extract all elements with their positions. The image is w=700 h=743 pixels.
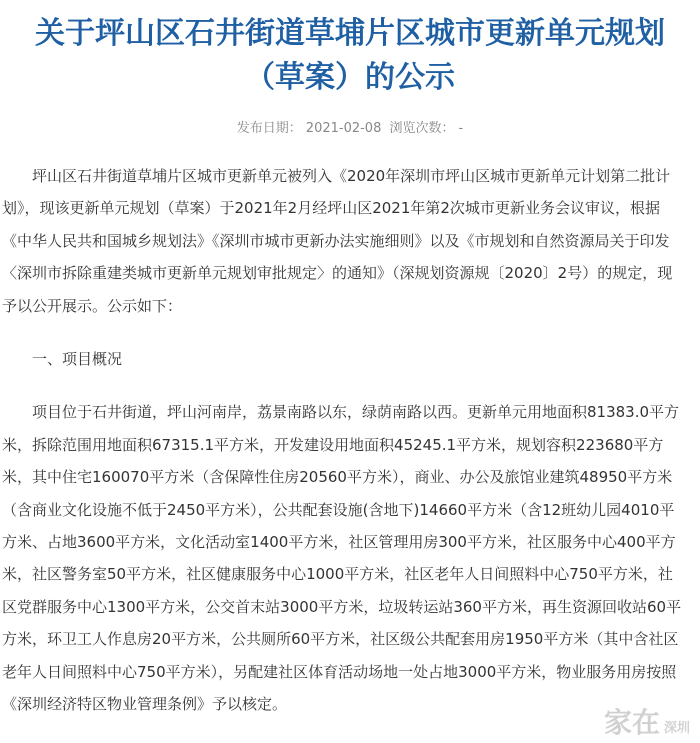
article-meta: [0, 117, 700, 136]
page-title-line-1: 关于坪山区石井街道草埔片区城市更新单元规划: [35, 16, 665, 51]
project-overview-paragraph: 项目位于石井街道，坪山河南岸，荔景南路以东，绿荫南路以西。更新单元用地面积81383.0平方米，拆除范围用地面积67315.1平方米，开发建设用地面积45245.1平方米，规划容积223680平方米，其中住宅160070平方米（含保障性住房20560平方米），商业、办公及旅馆业建筑48950平方米（含商业文化设施不低于2450平方米），公共配套设施(含地下)14660平方米（含12班幼儿园4010平方米、占地3600平方米，文化活动室1400平方米，社区管理用房300平方米，社区服务中心400平方米，社区警务室50平方米，社区健康服务中心1000平方米，社区老年人日间照料中心750平方米，社区党群服务中心1300平方米，公交首末站3000平方米，垃圾转运站360平方米，再生资源回收站60平方米，环卫工人作息房20平方米，公共厕所60平方米，社区级公共配套用房1950平方米（其中含社区老年人日间照料中心750平方米），另配建社区体育活动场地一处占地3000平方米，物业服务用房按照《深圳经济特区物业管理条例》予以核定。: [2, 403, 682, 714]
publish-date-label: 发布日期：: [236, 121, 302, 136]
intro-paragraph: 坪山区石井街道草埔片区城市更新单元被列入《2020年深圳市坪山区城市更新单元计划第二批计划》，现该更新单元规划（草案）于2021年2月经坪山区2021年第2次城市更新业务会议审议，根据《中华人民共和国城乡规划法》《深圳市城市更新办法实施细则》以及《市规划和自然资源局关于印发〈深圳市拆除重建类城市更新单元规划审批规定〉的通知》（深规划资源规〔2020〕2号）的规定，现予以公开展示。公示如下：: [2, 167, 673, 315]
page-title-line-2: （草案）的公示: [245, 60, 455, 95]
publish-date: 2021-02-08: [305, 121, 382, 136]
article-body: [2, 160, 682, 721]
watermark-sub: 深圳: [663, 721, 690, 736]
view-count-label: 浏览次数：: [389, 121, 455, 136]
page-title: [0, 12, 700, 100]
watermark-main: 家在: [603, 706, 660, 739]
section-heading-project-overview: 一、项目概况: [32, 350, 123, 369]
view-count: -: [458, 121, 464, 136]
watermark-logo: [604, 701, 690, 741]
